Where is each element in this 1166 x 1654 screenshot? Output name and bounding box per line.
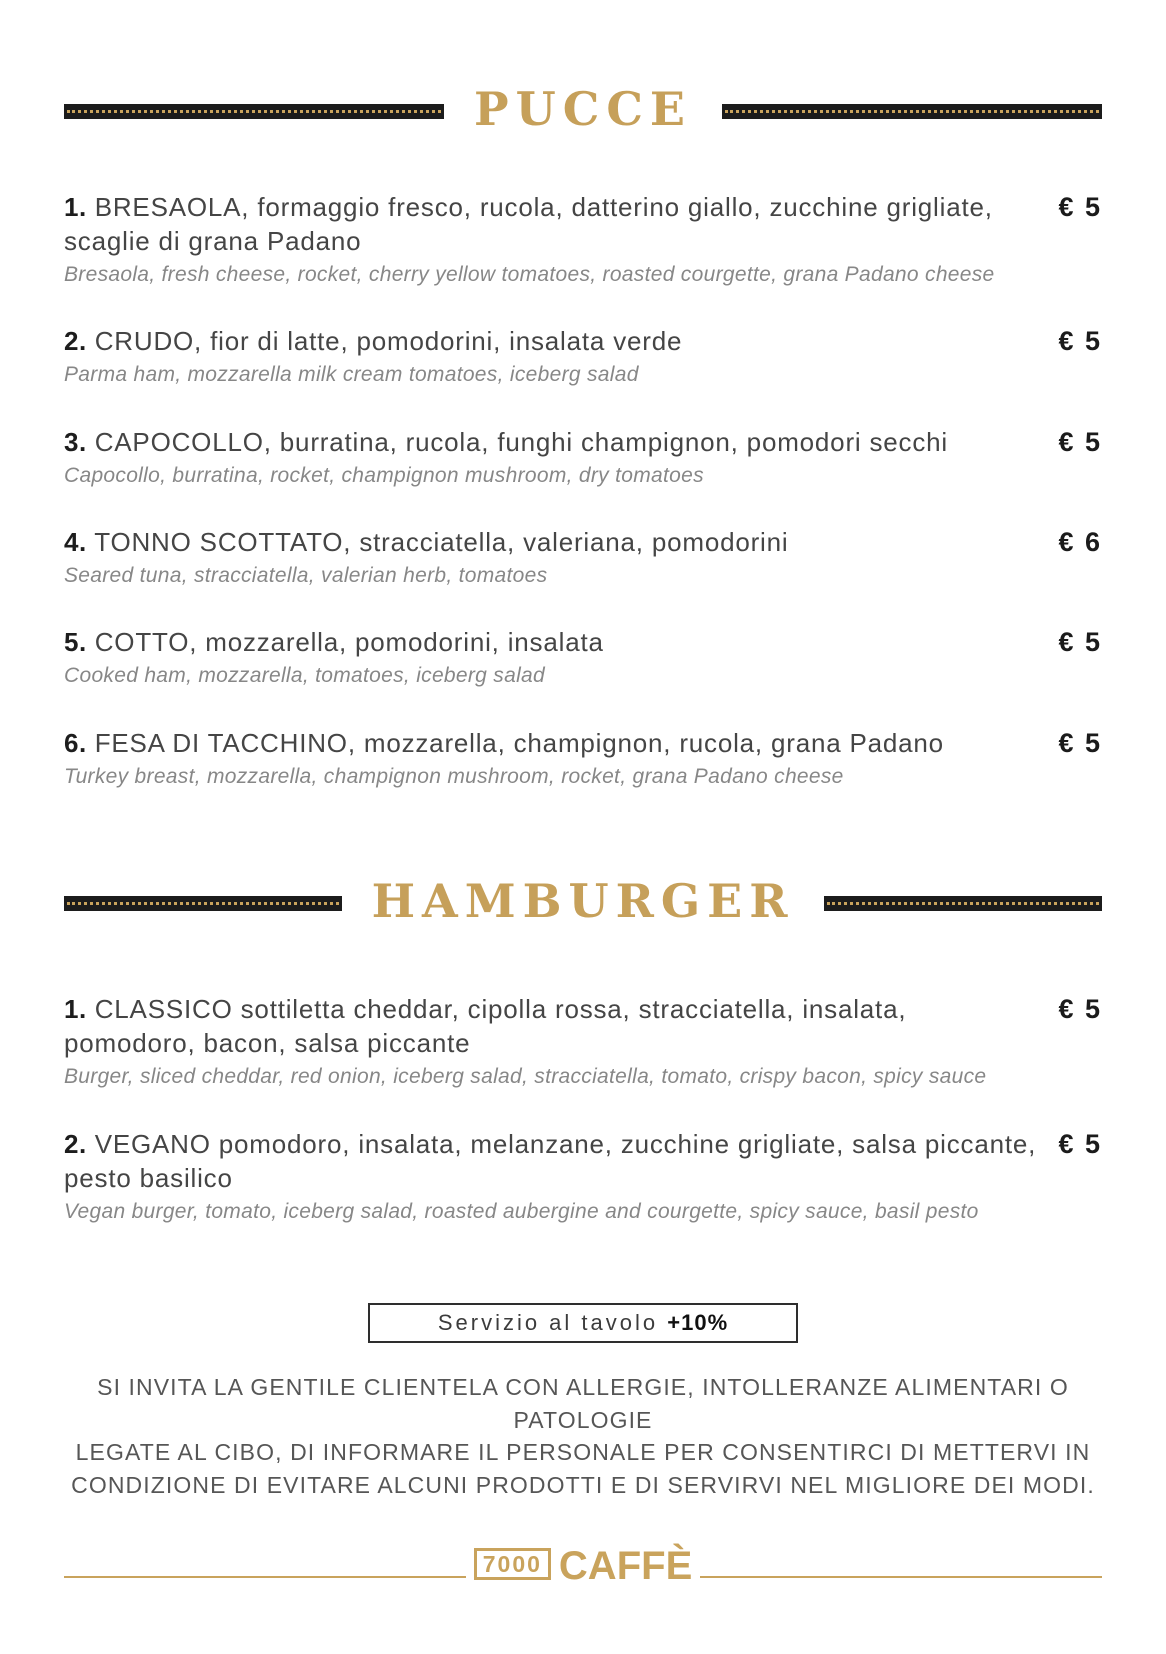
item-main-line [64,525,1102,559]
item-price: € 5 [1058,1128,1102,1159]
item-price: € 5 [1058,426,1102,457]
item-name-text: VEGANO pomodoro, insalata, melanzane, zucchine grigliate, salsa piccante, pesto basilico [64,1128,1037,1193]
item-name-text: CAPOCOLLO, burratina, rucola, funghi champignon, pomodori secchi [94,426,948,457]
item-price: € 5 [1058,627,1102,658]
item-number: 2. [64,1128,87,1159]
pucce-title: PUCCE [474,82,692,136]
item-name-italian [64,525,1058,559]
item-price: € 6 [1058,527,1102,558]
item-price: € 5 [1058,192,1102,222]
item-price: € 5 [1058,727,1102,758]
menu-item [64,726,1102,790]
service-note-box [368,1303,798,1343]
service-note-value: +10% [667,1309,729,1335]
pucce-item-list [64,190,1102,790]
service-note-label: Servizio al tavolo [437,1309,659,1335]
footer-rule-left [64,1576,466,1578]
item-price: € 5 [1058,994,1102,1025]
item-name-english: Bresaola, fresh cheese, rocket, cherry yellow tomatoes, roasted courgette, grana Padano cheese [64,263,995,287]
item-name-english: Turkey breast, mozzarella, champignon mushroom, rocket, grana Padano cheese [64,764,844,788]
item-number: 6. [64,727,87,758]
hamburger-item-list [64,992,1102,1225]
item-name-english: Vegan burger, tomato, iceberg salad, roasted aubergine and courgette, spicy sauce, basil pesto [64,1199,979,1223]
item-main-line [64,625,1102,659]
allergy-line-2: LEGATE AL CIBO, DI INFORMARE IL PERSONALE PER CONSENTIRCI DI METTERVI IN [75,1439,1091,1466]
menu-item [64,190,1102,288]
item-name-italian [64,425,1058,459]
section-hamburger [64,874,1102,1225]
item-main-line [64,992,1102,1060]
logo-caffe: CAFFÈ [558,1544,693,1589]
menu-item [64,992,1102,1090]
item-name-english: Cooked ham, mozzarella, tomatoes, iceberg salad [64,664,546,688]
menu-item [64,525,1102,589]
footer-rule-right [700,1576,1102,1578]
item-name-italian [64,992,1058,1060]
pucce-header [64,82,1102,136]
item-main-line [64,1127,1102,1195]
item-name-text: CRUDO, fior di latte, pomodorini, insalata verde [94,326,683,357]
item-name-text: TONNO SCOTTATO, stracciatella, valeriana, pomodorini [94,527,789,558]
item-name-text: BRESAOLA, formaggio fresco, rucola, datterino giallo, zucchine grigliate, scaglie di grana Padano [64,192,993,257]
header-bar-left [64,896,342,911]
item-name-italian [64,1127,1058,1195]
item-name-text: FESA DI TACCHINO, mozzarella, champignon, rucola, grana Padano [94,727,944,758]
menu-item [64,1127,1102,1225]
menu-item [64,425,1102,489]
header-bar-right [722,104,1102,119]
header-bar-left [64,104,444,119]
header-bar-right [824,896,1102,911]
item-number: 5. [64,627,87,658]
item-name-text: COTTO, mozzarella, pomodorini, insalata [94,627,604,658]
allergy-line-1: SI INVITA LA GENTILE CLIENTELA CON ALLERGIE, INTOLLERANZE ALIMENTARI O PATOLOGIE [97,1373,1069,1433]
item-main-line [64,425,1102,459]
item-main-line [64,324,1102,358]
item-name-english: Capocollo, burratina, rocket, champignon mushroom, dry tomatoes [64,463,704,487]
menu-item [64,625,1102,689]
allergy-line-3: CONDIZIONE DI EVITARE ALCUNI PRODOTTI E DI SERVIRVI NEL MIGLIORE DEI MODI. [71,1471,1095,1498]
item-number: 3. [64,426,87,457]
footer [64,1544,1102,1589]
item-main-line [64,726,1102,760]
item-number: 2. [64,326,87,357]
item-main-line [64,190,1102,258]
service-note-wrap [64,1303,1102,1343]
item-name-italian [64,190,1058,258]
item-name-text: CLASSICO sottiletta cheddar, cipolla rossa, stracciatella, insalata, pomodoro, bacon, salsa piccante [64,994,907,1059]
item-price: € 5 [1058,326,1102,357]
item-name-italian [64,726,1058,760]
logo-7000: 7000 [474,1548,551,1580]
item-name-english: Seared tuna, stracciatella, valerian herb, tomatoes [64,564,548,588]
item-number: 4. [64,527,87,558]
menu-item [64,324,1102,388]
hamburger-title: HAMBURGER [371,874,795,929]
item-number: 1. [64,994,87,1025]
brand-logo [474,1544,693,1589]
hamburger-header [64,874,1102,929]
item-name-italian [64,324,1058,358]
item-name-english: Parma ham, mozzarella milk cream tomatoes, iceberg salad [64,363,639,387]
item-name-italian [64,625,1058,659]
item-number: 1. [64,192,87,222]
section-pucce [64,82,1102,790]
item-name-english: Burger, sliced cheddar, red onion, iceberg salad, stracciatella, tomato, crispy bacon, spicy sauce [64,1065,987,1089]
allergy-notice [64,1371,1102,1502]
